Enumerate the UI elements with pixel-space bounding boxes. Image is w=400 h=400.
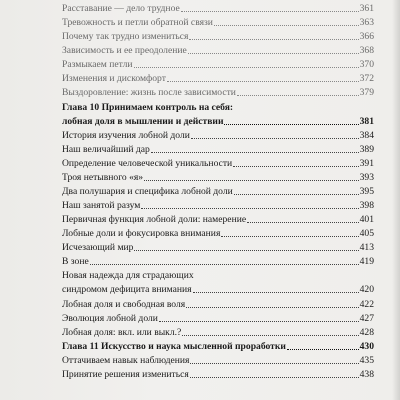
toc-entry-title: Лобные доли и фокусировка внимания bbox=[62, 228, 221, 239]
dot-leader bbox=[221, 235, 358, 237]
toc-entry-page: 398 bbox=[359, 200, 374, 211]
toc-entry-title: Первичная функция лобной доли: намерение bbox=[62, 214, 247, 225]
toc-entry bbox=[62, 256, 374, 267]
dot-leader bbox=[224, 123, 358, 125]
dot-leader bbox=[188, 52, 359, 54]
toc-entry-page: 405 bbox=[359, 228, 374, 239]
toc-entry-title: Тревожность и петли обратной связи bbox=[62, 17, 213, 28]
toc-entry-title: Глава 11 Искусство и наука мысленной проработки bbox=[62, 341, 286, 352]
toc-entry-title: Лобная доля и свободная воля bbox=[62, 299, 186, 310]
chapter-heading bbox=[62, 102, 374, 113]
toc-entry-page: 379 bbox=[359, 87, 374, 98]
dot-leader bbox=[181, 10, 359, 12]
chapter-heading-text: Глава 10 Принимаем контроль на себя: bbox=[62, 102, 234, 113]
toc-entry bbox=[62, 158, 374, 169]
toc-entry bbox=[62, 45, 374, 56]
toc-entry-title: Принятие решения измениться bbox=[62, 369, 189, 380]
toc-entry bbox=[62, 284, 374, 295]
dot-leader bbox=[151, 151, 359, 153]
toc-entry-title: Почему так трудно измениться bbox=[62, 31, 189, 42]
toc-entry-page: 370 bbox=[359, 59, 374, 70]
dot-leader bbox=[182, 334, 358, 336]
toc-entry bbox=[62, 130, 374, 141]
toc-entry-title: Наш величайший дар bbox=[62, 144, 150, 155]
toc-entry bbox=[62, 242, 374, 253]
dot-leader bbox=[287, 348, 359, 350]
dot-leader bbox=[193, 291, 359, 293]
page-edge-shadow bbox=[392, 0, 400, 400]
toc-entry bbox=[62, 87, 374, 98]
toc-entry-page: 420 bbox=[359, 284, 374, 295]
toc-entry bbox=[62, 3, 374, 14]
toc-entry-page: 393 bbox=[359, 172, 374, 183]
toc-entry-title: синдромом дефицита внимания bbox=[62, 284, 192, 295]
toc-entry-title: Два полушария и специфика лобной доли bbox=[62, 186, 233, 197]
dot-leader bbox=[134, 66, 359, 68]
toc-entry bbox=[62, 200, 374, 211]
toc-entry-title: Расставание — дело трудное bbox=[62, 3, 180, 14]
toc-entry-page: 381 bbox=[359, 116, 374, 127]
toc-entry bbox=[62, 299, 374, 310]
toc-entry bbox=[62, 214, 374, 225]
toc-entry-page: 419 bbox=[359, 256, 374, 267]
toc-entry bbox=[62, 73, 374, 84]
toc-entry-title: История изучения лобной доли bbox=[62, 130, 190, 141]
toc-entry-page: 401 bbox=[359, 214, 374, 225]
dot-leader bbox=[134, 249, 358, 251]
toc-entry-title: Оттачиваем навык наблюдения bbox=[62, 355, 190, 366]
toc-entry bbox=[62, 186, 374, 197]
toc-entry bbox=[62, 327, 374, 338]
toc-entry bbox=[62, 17, 374, 28]
toc-entry-title: Размыкаем петли bbox=[62, 59, 133, 70]
dot-leader bbox=[214, 24, 359, 26]
dot-leader bbox=[190, 376, 359, 378]
dot-leader bbox=[141, 207, 358, 209]
toc-entry-page: 384 bbox=[359, 130, 374, 141]
toc-entry-page: 391 bbox=[359, 158, 374, 169]
toc-entry-title: Зависимость и ее преодоление bbox=[62, 45, 187, 56]
dot-leader bbox=[237, 94, 359, 96]
toc-entry-title: Выздоровление: жизнь после зависимости bbox=[62, 87, 236, 98]
dot-leader bbox=[234, 193, 359, 195]
toc-entry-page: 372 bbox=[359, 73, 374, 84]
toc-entry bbox=[62, 313, 374, 324]
toc-entry bbox=[62, 59, 374, 70]
toc-entry-page: 438 bbox=[359, 369, 374, 380]
dot-leader bbox=[233, 165, 358, 167]
dot-leader bbox=[191, 137, 359, 139]
toc-entry bbox=[62, 144, 374, 155]
toc-entry-title: Исчезающий мир bbox=[62, 242, 134, 253]
toc-entry-page: 413 bbox=[359, 242, 374, 253]
toc-entry-page: 430 bbox=[359, 341, 374, 352]
toc-entry bbox=[62, 228, 374, 239]
dot-leader bbox=[167, 80, 359, 82]
dot-leader bbox=[190, 362, 358, 364]
toc-entry-title-line1: Новая надежда для страдающих bbox=[62, 270, 194, 281]
toc-entry-page: 363 bbox=[359, 17, 374, 28]
toc-entry-page: 389 bbox=[359, 144, 374, 155]
dot-leader bbox=[90, 263, 359, 265]
dot-leader bbox=[144, 179, 359, 181]
dot-leader bbox=[189, 38, 358, 40]
toc-entry-title: Троя нетывного «я» bbox=[62, 172, 144, 183]
toc-entry-page: 422 bbox=[359, 299, 374, 310]
toc-entry-title: Лобная доля: вкл. или выкл.? bbox=[62, 327, 182, 338]
toc-entry-page: 428 bbox=[359, 327, 374, 338]
toc-entry-title: Изменения и дискомфорт bbox=[62, 73, 166, 84]
toc-entry-title: Эволюция лобной доли bbox=[62, 313, 158, 324]
toc-entry-page: 368 bbox=[359, 45, 374, 56]
toc-entry bbox=[62, 31, 374, 42]
dot-leader bbox=[247, 221, 359, 223]
toc-entry-page: 366 bbox=[359, 31, 374, 42]
toc-entry-page: 435 bbox=[359, 355, 374, 366]
toc-entry bbox=[62, 172, 374, 183]
toc-entry bbox=[62, 369, 374, 380]
toc-entry-title: В зоне bbox=[62, 256, 89, 267]
toc-entry bbox=[62, 341, 374, 352]
toc-entry-page: 361 bbox=[359, 3, 374, 14]
toc-entry-page: 395 bbox=[359, 186, 374, 197]
toc-entry bbox=[62, 116, 374, 127]
toc-entry-page: 427 bbox=[359, 313, 374, 324]
toc-entry-title: Определение человеческой уникальности bbox=[62, 158, 233, 169]
dot-leader bbox=[186, 306, 358, 308]
toc-entry-title: лобная доля в мышлении и действии bbox=[62, 116, 224, 127]
toc-entry-title: Наш занятой разум bbox=[62, 200, 141, 211]
dot-leader bbox=[159, 320, 359, 322]
toc-entry-first-line bbox=[62, 270, 374, 281]
toc-entry bbox=[62, 355, 374, 366]
